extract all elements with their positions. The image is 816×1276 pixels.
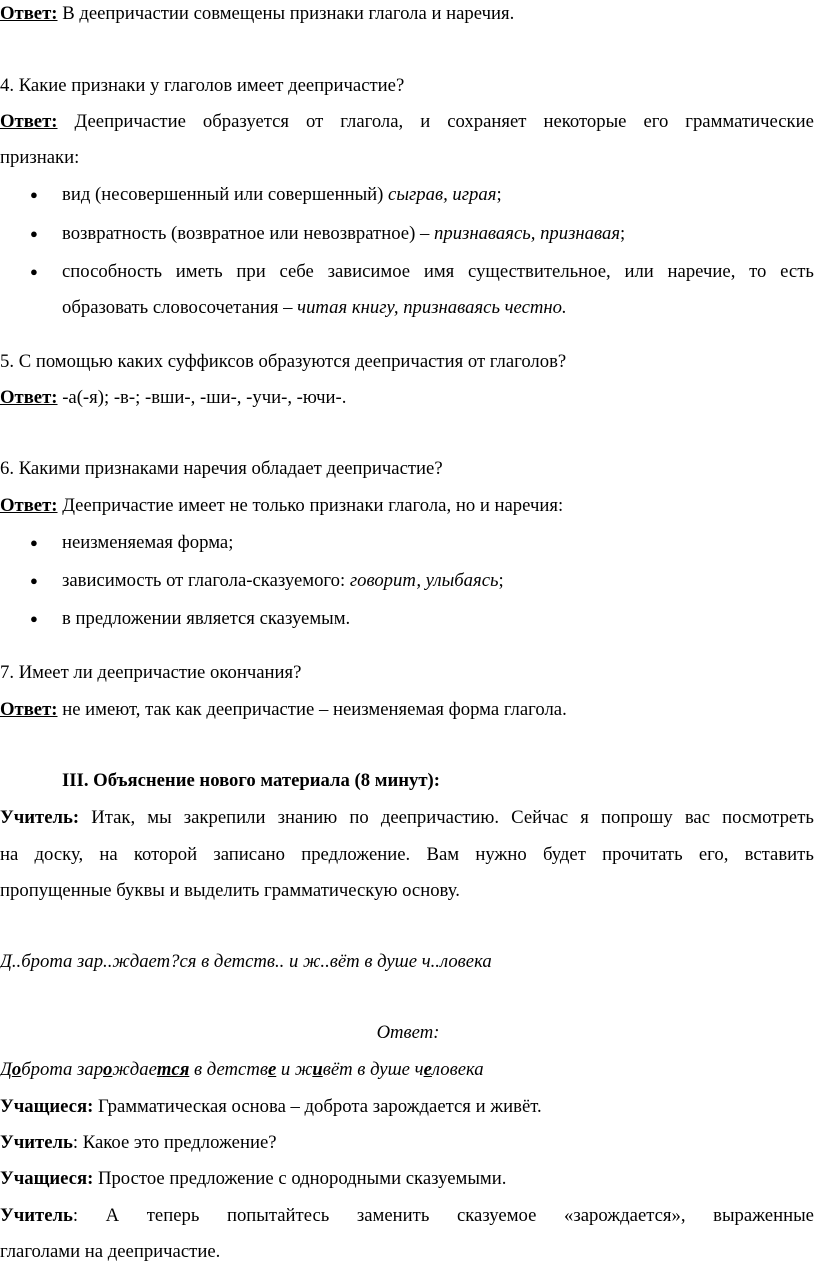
word: сохраняет [447, 111, 527, 132]
word: сказуемое [456, 1205, 537, 1226]
teacher-line-3: пропущенные буквы и выделить грамматическую основу. [0, 880, 460, 901]
question-5: 5. С помощью каких суффиксов образуются деепричастия от глаголов? [0, 351, 567, 372]
answer-6: Ответ: Деепричастие имеет не только признаки глагола, но и наречия: [0, 495, 564, 516]
word: наречие, [667, 261, 736, 282]
word: прочитать [602, 844, 683, 865]
word: заменить [356, 1205, 430, 1226]
word: А [105, 1205, 120, 1226]
question-4: 4. Какие признаки у глаголов имеет деепричастие? [0, 75, 405, 96]
word: себе [279, 261, 314, 282]
list-item-aspect: вид (несовершенный или совершенный) сыграв, играя; [62, 184, 502, 205]
list-item-dependency-line-1 [62, 260, 814, 284]
word: знанию [277, 807, 338, 828]
word: глагола, [340, 111, 404, 132]
word: иметь [175, 261, 223, 282]
section-heading: III. Объяснение нового материала (8 минут): [62, 770, 441, 791]
word: его, [698, 844, 729, 865]
word: записано [213, 844, 285, 865]
word: будет [542, 844, 586, 865]
word: «зарождается», [563, 1205, 686, 1226]
students-line-2: Учащиеся: Простое предложение с однородными сказуемыми. [0, 1168, 507, 1189]
bullet-icon: ● [30, 611, 38, 626]
list-item-invariable: неизменяемая форма; [62, 532, 234, 553]
word: грамматические [685, 111, 814, 132]
word: есть [780, 261, 814, 282]
list-item-predicate: в предложении является сказуемым. [62, 608, 351, 629]
answer-1: Ответ: В деепричастии совмещены признаки глагола и наречия. [0, 3, 515, 24]
teacher-line-final-2: глаголами на деепричастие. [0, 1241, 221, 1262]
teacher-line-final-1: Учитель: А теперь попытайтесь заменить сказуемое «зарождается», выраженные [0, 1205, 814, 1226]
word: на [99, 844, 118, 865]
bullet-icon: ● [30, 187, 38, 202]
word: Деепричастие [74, 111, 186, 132]
word: и [420, 111, 431, 132]
word: Итак, [91, 807, 136, 828]
word: доску, [34, 844, 84, 865]
list-item-dependence: зависимость от глагола-сказуемого: говорит, улыбаясь; [62, 570, 504, 591]
bullet-icon: ● [30, 535, 38, 550]
word: вставить [744, 844, 814, 865]
list-item-reflexivity: возвратность (возвратное или невозвратное) – признаваясь, признавая; [62, 223, 626, 244]
answer-italic-heading: Ответ: [376, 1022, 440, 1043]
list-item-dependency-line-2: образовать словосочетания – читая книгу, признаваясь честно. [62, 297, 567, 318]
word: от [306, 111, 324, 132]
teacher-line-1: Учитель: Итак, мы закрепили знанию по деепричастию. Сейчас я попрошу вас посмотреть [0, 807, 814, 828]
word: я [580, 807, 589, 828]
word: его [643, 111, 669, 132]
word: вас [684, 807, 711, 828]
teacher-line-2 [0, 843, 814, 867]
bullet-icon: ● [30, 573, 38, 588]
word: Вам [426, 844, 460, 865]
teacher-question: Учитель: Какое это предложение? [0, 1132, 277, 1153]
word: закрепили [183, 807, 266, 828]
word: то [749, 261, 767, 282]
word: посмотреть [722, 807, 814, 828]
word: существительное, [468, 261, 611, 282]
question-7: 7. Имеет ли деепричастие окончания? [0, 662, 302, 683]
answer-7: Ответ: не имеют, так как деепричастие – неизменяемая форма глагола. [0, 699, 567, 720]
word: предложение. [301, 844, 411, 865]
bullet-icon: ● [30, 226, 38, 241]
word: при [236, 261, 266, 282]
answer-4-line-2: признаки: [0, 147, 80, 168]
word: выраженные [713, 1205, 814, 1226]
word: нужно [475, 844, 527, 865]
word: некоторые [543, 111, 627, 132]
exercise-sentence: Д..брота зар..ждает?ся в детств.. и ж..вёт в душе ч..ловека [0, 951, 492, 972]
question-6: 6. Какими признаками наречия обладает деепричастие? [0, 458, 443, 479]
word: попытайтесь [226, 1205, 330, 1226]
word: теперь [146, 1205, 200, 1226]
word: образуется [202, 111, 290, 132]
word: мы [147, 807, 172, 828]
word: имя [423, 261, 455, 282]
word: по [349, 807, 369, 828]
word: или [624, 261, 654, 282]
students-line-1: Учащиеся: Грамматическая основа – доброта зарождается и живёт. [0, 1096, 542, 1117]
word: зависимое [327, 261, 411, 282]
word: на [0, 844, 19, 865]
word: деепричастию. [380, 807, 500, 828]
word: которой [133, 844, 198, 865]
word: способность [62, 261, 163, 282]
solution-sentence: Доброта зарождается в детстве и живёт в душе человека [0, 1059, 484, 1080]
word: Сейчас [511, 807, 569, 828]
answer-5: Ответ: -а(-я); -в-; -вши-, -ши-, -учи-, -ючи-. [0, 387, 347, 408]
word: попрошу [600, 807, 673, 828]
bullet-icon: ● [30, 264, 38, 279]
answer-4-line-1: Ответ: Деепричастие образуется от глагола, и сохраняет некоторые его грамматические [0, 111, 814, 132]
